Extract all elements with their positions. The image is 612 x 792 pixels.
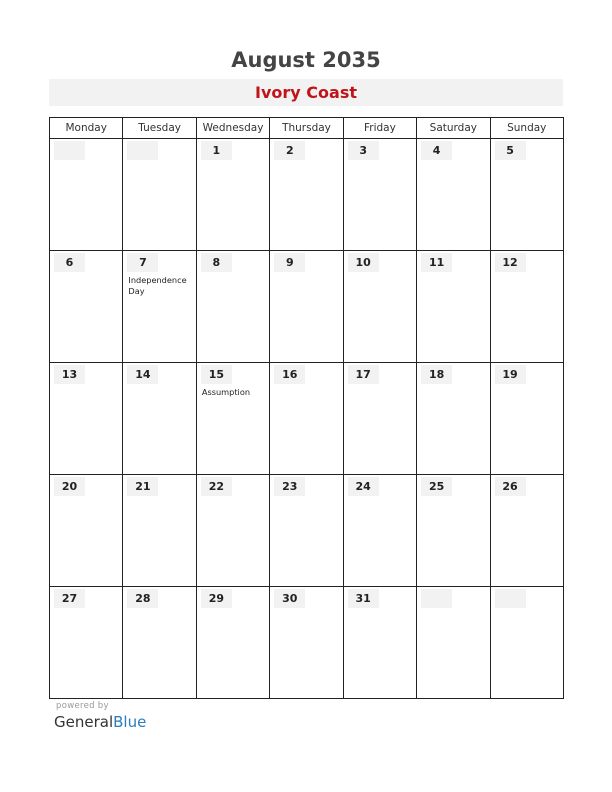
day-number: 20 xyxy=(54,477,85,496)
calendar-grid xyxy=(49,117,564,699)
day-cell xyxy=(50,139,123,251)
day-cell xyxy=(123,363,196,475)
day-number: 23 xyxy=(274,477,305,496)
weekday-header-friday: Friday xyxy=(343,118,416,139)
weekday-header-tuesday: Tuesday xyxy=(123,118,196,139)
day-cell xyxy=(343,251,416,363)
day-cell xyxy=(417,363,490,475)
day-cell xyxy=(343,363,416,475)
day-cell xyxy=(417,251,490,363)
day-cell xyxy=(490,139,563,251)
page-title: August 2035 xyxy=(231,48,381,72)
day-number: 26 xyxy=(495,477,526,496)
day-number: 3 xyxy=(348,141,379,160)
day-cell xyxy=(196,475,269,587)
day-cell xyxy=(50,363,123,475)
day-cell xyxy=(270,251,343,363)
day-cell xyxy=(123,475,196,587)
week-row xyxy=(50,587,564,699)
day-number: 11 xyxy=(421,253,452,272)
day-number: 19 xyxy=(495,365,526,384)
day-number xyxy=(421,589,452,608)
day-cell xyxy=(50,587,123,699)
day-cell xyxy=(50,251,123,363)
day-number: 30 xyxy=(274,589,305,608)
weekday-header-thursday: Thursday xyxy=(270,118,343,139)
day-number: 22 xyxy=(201,477,232,496)
day-cell xyxy=(490,363,563,475)
day-cell xyxy=(50,475,123,587)
day-cell xyxy=(343,139,416,251)
weekday-header-monday: Monday xyxy=(50,118,123,139)
day-number: 9 xyxy=(274,253,305,272)
day-number xyxy=(495,589,526,608)
day-cell xyxy=(196,363,269,475)
week-row xyxy=(50,251,564,363)
day-number: 31 xyxy=(348,589,379,608)
day-number: 14 xyxy=(127,365,158,384)
day-number: 13 xyxy=(54,365,85,384)
day-cell xyxy=(490,587,563,699)
day-cell xyxy=(123,587,196,699)
day-number: 28 xyxy=(127,589,158,608)
day-cell xyxy=(270,363,343,475)
powered-by-label: powered by xyxy=(56,701,109,711)
day-cell xyxy=(123,139,196,251)
day-cell xyxy=(490,251,563,363)
week-row xyxy=(50,139,564,251)
day-cell xyxy=(270,587,343,699)
day-number: 12 xyxy=(495,253,526,272)
day-number: 6 xyxy=(54,253,85,272)
brand-general-text: General xyxy=(54,713,114,731)
day-cell xyxy=(343,587,416,699)
day-cell xyxy=(196,251,269,363)
day-cell xyxy=(490,475,563,587)
weekday-header-saturday: Saturday xyxy=(417,118,490,139)
day-number: 1 xyxy=(201,141,232,160)
weekday-header-sunday: Sunday xyxy=(490,118,563,139)
day-number: 8 xyxy=(201,253,232,272)
day-number: 21 xyxy=(127,477,158,496)
day-number: 7 xyxy=(127,253,158,272)
holiday-label: Independence Day xyxy=(128,275,187,296)
week-row xyxy=(50,475,564,587)
day-cell xyxy=(270,139,343,251)
day-number xyxy=(127,141,158,160)
day-number: 17 xyxy=(348,365,379,384)
day-number: 2 xyxy=(274,141,305,160)
holiday-label: Assumption xyxy=(201,387,251,397)
day-number: 29 xyxy=(201,589,232,608)
day-number: 25 xyxy=(421,477,452,496)
country-name: Ivory Coast xyxy=(255,83,357,102)
day-number: 10 xyxy=(348,253,379,272)
day-cell xyxy=(417,139,490,251)
country-banner xyxy=(49,79,563,106)
day-cell xyxy=(417,475,490,587)
day-number xyxy=(54,141,85,160)
weekday-header-wednesday: Wednesday xyxy=(196,118,269,139)
day-number: 4 xyxy=(421,141,452,160)
day-cell xyxy=(196,587,269,699)
day-number: 16 xyxy=(274,365,305,384)
day-cell xyxy=(123,251,196,363)
day-cell xyxy=(196,139,269,251)
weekday-header-row xyxy=(50,118,564,139)
day-cell xyxy=(343,475,416,587)
day-number: 5 xyxy=(495,141,526,160)
day-cell xyxy=(417,587,490,699)
brand-blue-text: Blue xyxy=(113,713,147,731)
day-cell xyxy=(270,475,343,587)
day-number: 15 xyxy=(201,365,232,384)
week-row xyxy=(50,363,564,475)
day-number: 24 xyxy=(348,477,379,496)
brand-logo xyxy=(54,713,146,731)
calendar-body xyxy=(50,139,564,699)
day-number: 27 xyxy=(54,589,85,608)
day-number: 18 xyxy=(421,365,452,384)
